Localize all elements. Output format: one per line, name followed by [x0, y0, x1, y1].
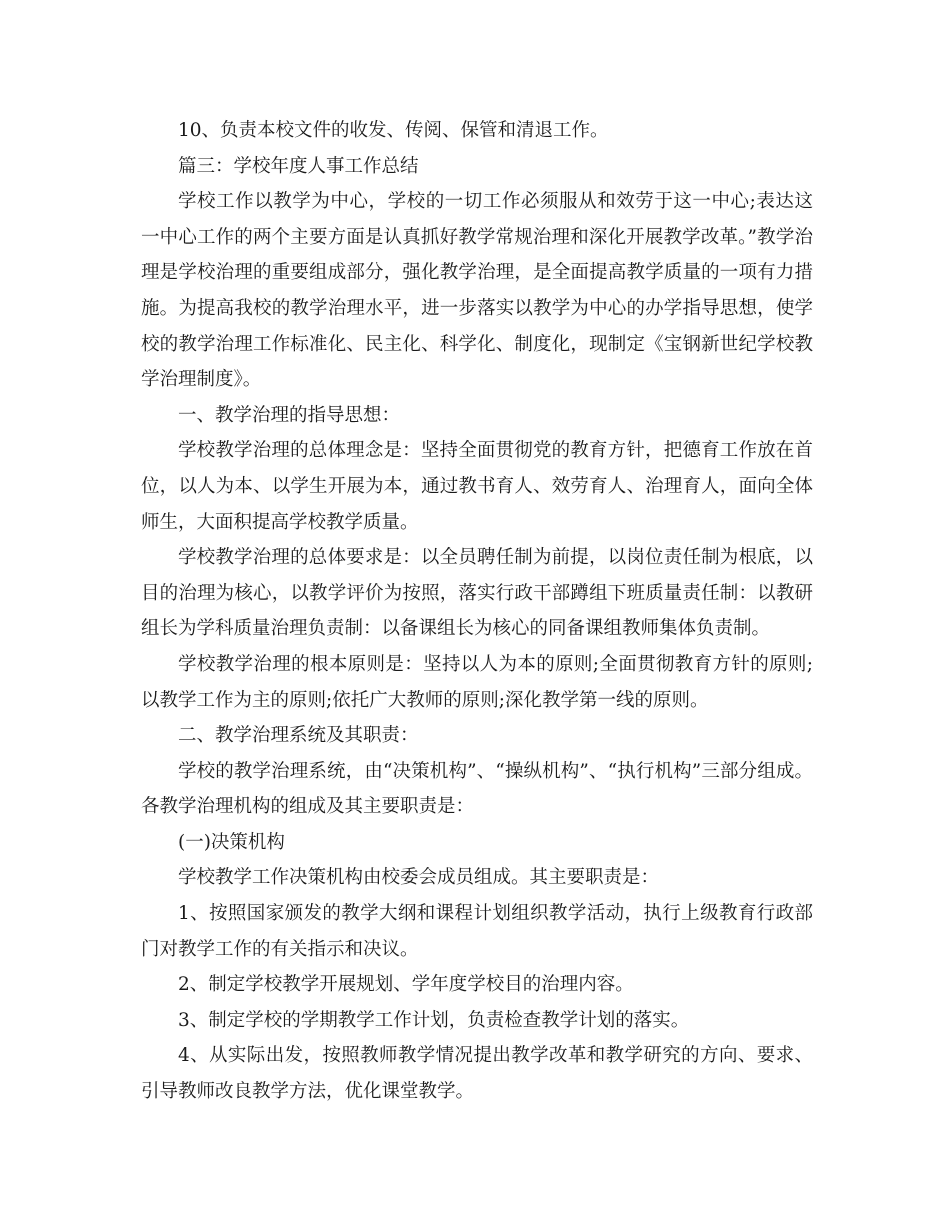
paragraph-overall-concept: 学校教学治理的总体理念是：坚持全面贯彻党的教育方针，把德育工作放在首位，以人为本、以学生开展为本，通过教书育人、效劳育人、治理育人，面向全体师生，大面积提高学校教学质量。 — [141, 440, 813, 533]
paragraph-item-10: 10、负责本校文件的收发、传阅、保管和清退工作。 — [178, 120, 609, 141]
paragraph-basic-principles: 学校教学治理的根本原则是：坚持以人为本的原则;全面贯彻教育方针的原则;以教学工作为主的原则;依托广大教师的原则;深化教学第一线的原则。 — [141, 653, 813, 711]
subheading-decision-body: (一)决策机构 — [178, 831, 285, 853]
document-body — [141, 113, 813, 1110]
heading-guiding-ideology: 一、教学治理的指导思想： — [178, 404, 401, 426]
list-item-1: 1、按照国家颁发的教学大纲和课程计划组织教学活动，执行上级教育行政部门对教学工作的有关指示和决议。 — [141, 903, 813, 960]
paragraph-system-composition: 学校的教学治理系统，由“决策机构”、“操纵机构”、“执行机构”三部分组成。各教学治理机构的组成及其主要职责是： — [141, 760, 813, 818]
list-item-4: 4、从实际出发，按照教师教学情况提出教学改革和教学研究的方向、要求、引导教师改良教学方法，优化课堂教学。 — [141, 1045, 813, 1103]
list-item-3: 3、制定学校的学期教学工作计划，负责检查教学计划的落实。 — [178, 1009, 690, 1031]
paragraph-overall-requirements: 学校教学治理的总体要求是：以全员聘任制为前提，以岗位责任制为根底，以目的治理为核心，以教学评价为按照，落实行政干部蹲组下班质量责任制：以教研组长为学科质量治理负责制：以备课组长为核心的同备课组教师集体负责制。 — [141, 547, 813, 640]
section-title-part-three: 篇三：学校年度人事工作总结 — [178, 155, 419, 177]
heading-management-system: 二、教学治理系统及其职责： — [178, 725, 419, 747]
paragraph-intro: 学校工作以教学为中心，学校的一切工作必须服从和效劳于这一中心;表达这一中心工作的两个主要方面是认真抓好教学常规治理和深化开展教学改革。”教学治理是学校治理的重要组成部分，强化教学治理，是全面提高教学质量的一项有力措施。为提高我校的教学治理水平，进一步落实以教学为中心的办学指导思想，使学校的教学治理工作标准化、民主化、科学化、制度化，现制定《宝钢新世纪学校教学治理制度》。 — [141, 191, 813, 391]
paragraph-decision-body-members: 学校教学工作决策机构由校委会成员组成。其主要职责是： — [178, 867, 660, 889]
list-item-2: 2、制定学校教学开展规划、学年度学校目的治理内容。 — [178, 974, 634, 996]
